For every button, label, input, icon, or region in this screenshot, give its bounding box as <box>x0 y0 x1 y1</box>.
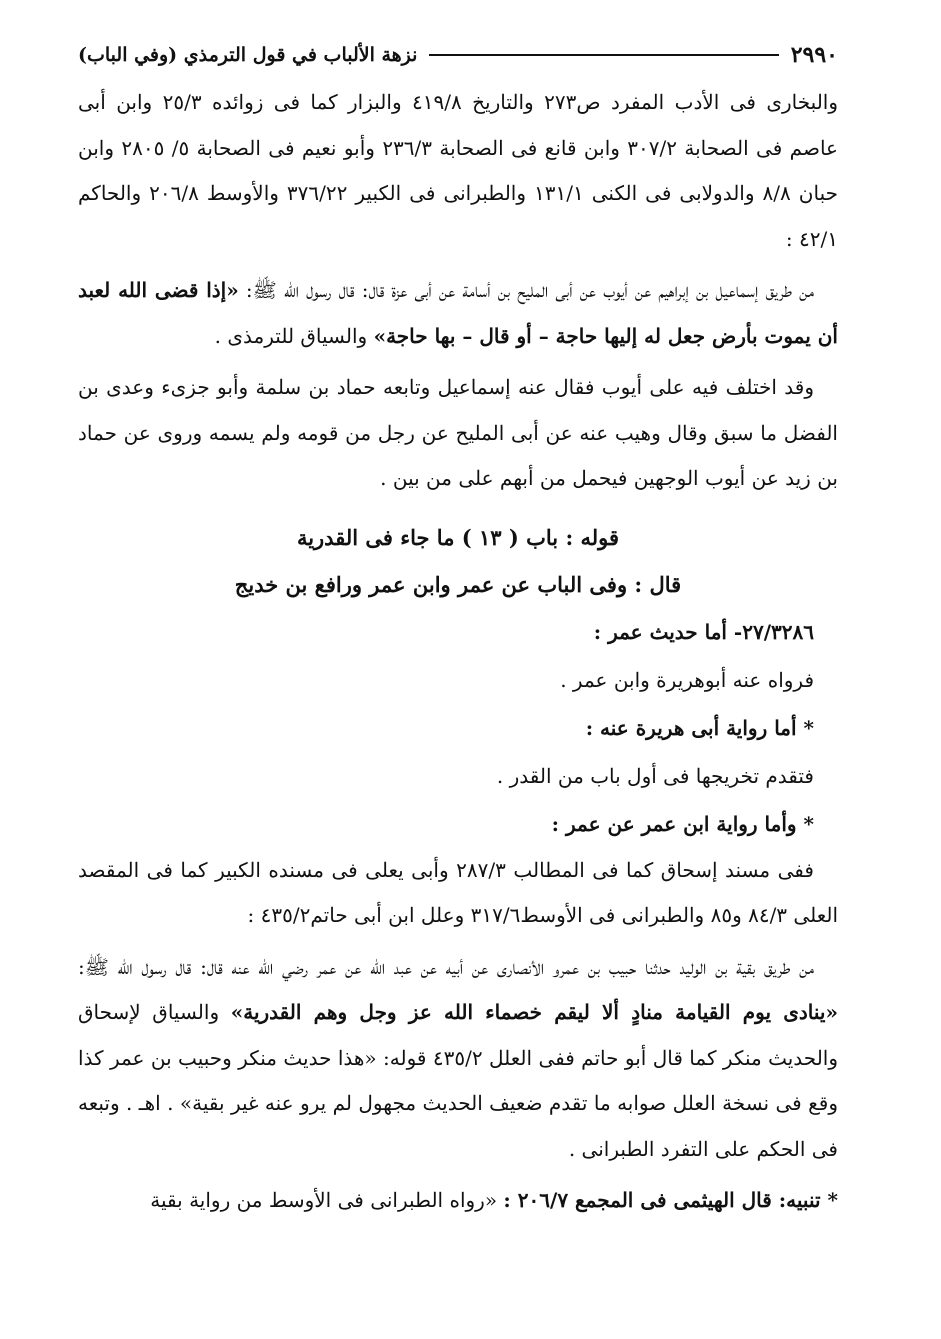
section-subheading: قال : وفى الباب عن عمر وابن عمر ورافع بن خديج <box>234 571 682 597</box>
paragraph-musnad-ishaq: ففى مسند إسحاق كما فى المطالب ٢٨٧/٣ وأبى يعلى فى مسنده الكبير كما فى المقصد العلى ٨٤/٣ و٨٥ والطبرانى فى الأوسط٣١٧/٦ وعلل ابن أبى حاتم٤٣٥/٢ : <box>78 857 838 927</box>
abu-hurayra-heading: * أما رواية أبى هريرة عنه : <box>585 715 814 740</box>
paragraph-chain-baqiyya <box>78 945 838 1173</box>
paragraph-disagreement: وقد اختلف فيه على أيوب فقال عنه إسماعيل وتابعه حماد بن سلمة وأبو جزىء وعدى بن الفضل ما سبق وقال وهيب عنه عن أبى المليح عن رجل من قومه ولم يسمه وروى عن حماد بن زيد عن أيوب الوجهين فيحمل من أبهم على من بين . <box>78 375 838 490</box>
header-rule <box>429 54 778 56</box>
page-body <box>78 80 838 1224</box>
running-title: نزهة الألباب في قول الترمذي (وفي الباب) <box>78 44 418 66</box>
narrated-by: فرواه عنه أبوهريرة وابن عمر . <box>560 667 814 692</box>
chain-text: من طريق إسماعيل بن إبراهيم عن أيوب عن أبى المليح بن أسامة عن أبى عزة قال: قال رسول الله ﷺ: <box>238 278 814 302</box>
running-header <box>78 38 838 72</box>
note-paragraph <box>78 1178 838 1224</box>
section-heading: قوله : باب ( ١٣ ) ما جاء فى القدرية <box>296 524 620 550</box>
chain-text: من طريق بقية بن الوليد حدثنا حبيب بن عمرو الأنصارى عن أبيه عن عبد الله عن عمر رضي الله عنه قال: قال رسول الله ﷺ: <box>78 954 814 979</box>
paragraph-sources: والبخارى فى الأدب المفرد ص٢٧٣ والتاريخ ٤١٩/٨ والبزار كما فى زوائده ٢٥/٣ وابن أبى عاصم فى الصحابة ٣٠٧/٢ وابن قانع فى الصحابة ٢٣٦/٣ وأبو نعيم فى الصحابة ٥/ ٢٨٠٥ وابن حبان ٨/٨ والدولابى فى الكنى ١٣١/١ والطبرانى فى الكبير ٣٧٦/٢٢ والأوسط ٢٠٦/٨ والحاكم ٤٢/١ : <box>78 90 839 251</box>
hadith-number-title: ٢٧/٣٢٨٦- أما حديث عمر : <box>593 619 814 644</box>
ibn-umar-heading: * وأما رواية ابن عمر عن عمر : <box>551 811 814 836</box>
abu-hurayra-text: فتقدم تخريجها فى أول باب من القدر . <box>496 763 814 788</box>
note-label: * تنبيه: قال الهيثمى فى المجمع ٢٠٦/٧ : <box>503 1188 838 1212</box>
chain-tail: والسياق للترمذى . <box>214 323 374 348</box>
chain-tail: والسياق لإسحاق والحديث منكر كما قال أبو حاتم ففى العلل ٤٣٥/٢ قوله: «هذا حديث منكر وحبيب بن عمر كذا وقع فى نسخة العلل صوابه ما تقدم ضعيف الحديث مجهول لم يرو عنه غير بقية» . اهـ . وتبعه فى الحكم على التفرد الطبرانى . <box>78 1000 839 1161</box>
note-text: «رواه الطبرانى فى الأوسط من رواية بقية <box>150 1188 504 1212</box>
hadith-quote: «ينادى يوم القيامة منادٍ ألا ليقم خصماء الله عز وجل وهم القدرية» <box>230 1000 838 1024</box>
page-number: ٢٩٩٠ <box>790 42 838 68</box>
book-page <box>78 38 838 1308</box>
paragraph-chain-abu-azza <box>78 268 838 359</box>
hadith-quote: «إذا قضى الله لعبد أن يموت بأرض جعل له إليها حاجة – أو قال – بها حاجة» <box>78 278 838 348</box>
